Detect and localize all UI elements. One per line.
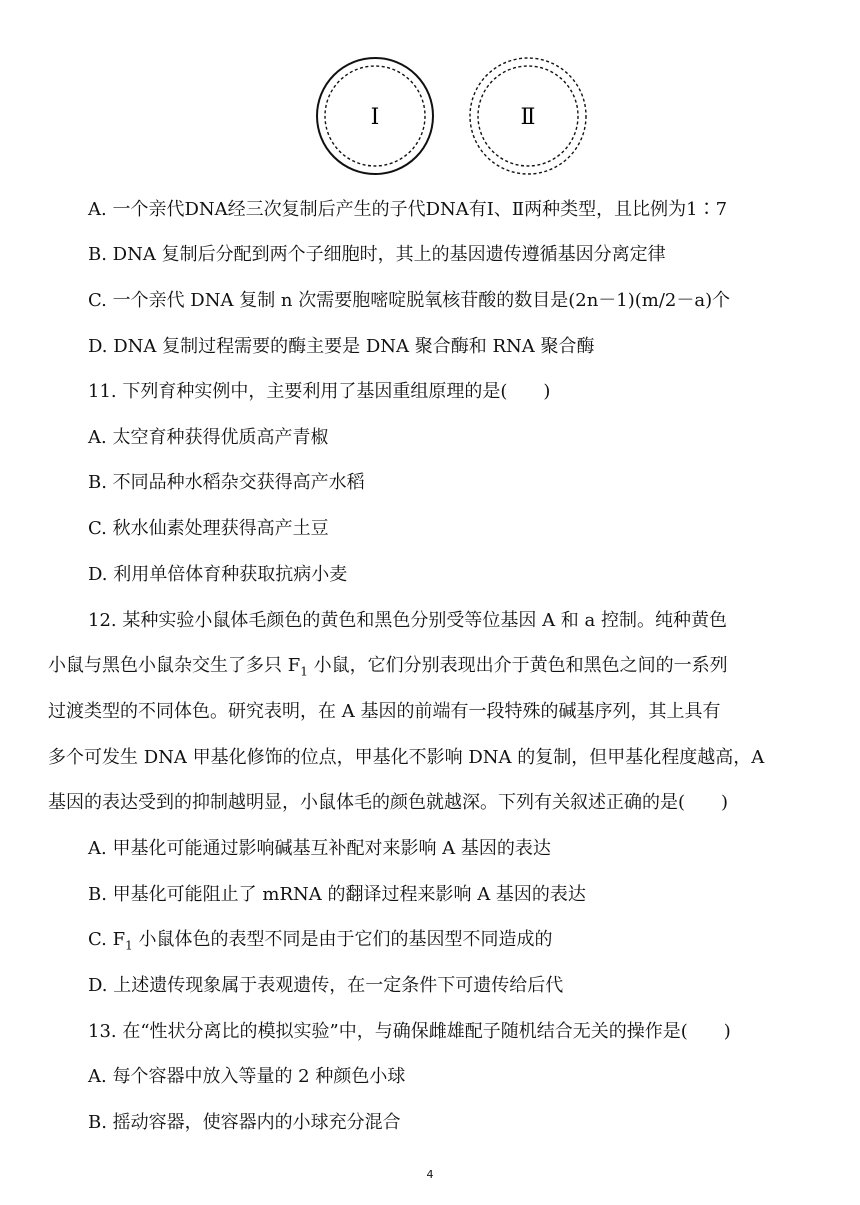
q12-stem-line-2: 小鼠与黑色小鼠杂交生了多只 $F_1$ 小鼠，它们分别表现出介于黄色和黑色之间的一系列 bbox=[48, 655, 728, 679]
q10-option-d: D. DNA 复制过程需要的酶主要是 DNA 聚合酶和 RNA 聚合酶 bbox=[88, 336, 595, 357]
q12-option-a: A. 甲基化可能通过影响碱基互补配对来影响 A 基因的表达 bbox=[88, 838, 551, 859]
q12-stem-line-5: 基因的表达受到的抑制越明显，小鼠体毛的颜色就越深。下列有关叙述正确的是( ) bbox=[48, 792, 729, 813]
q12-option-d: D. 上述遗传现象属于表观遗传，在一定条件下可遗传给后代 bbox=[88, 975, 564, 996]
q13-option-b: B. 摇动容器，使容器内的小球充分混合 bbox=[88, 1112, 401, 1133]
q12-stem-line-4: 多个可发生 DNA 甲基化修饰的位点，甲基化不影响 DNA 的复制，但甲基化程度越高，A bbox=[48, 747, 765, 768]
q11-option-b: B. 不同品种水稻杂交获得高产水稻 bbox=[88, 472, 365, 493]
q11-stem: 11. 下列育种实例中，主要利用了基因重组原理的是( ) bbox=[88, 381, 551, 402]
q11-option-a: A. 太空育种获得优质高产青椒 bbox=[88, 427, 329, 448]
q10-option-c: C. 一个亲代 DNA 复制 n 次需要胞嘧啶脱氧核苷酸的数目是(2n－1)(m/2－a)个 bbox=[88, 290, 731, 311]
q11-option-d: D. 利用单倍体育种获取抗病小麦 bbox=[88, 564, 348, 585]
page-number: 4 bbox=[426, 1168, 434, 1181]
q10-option-b: B. DNA 复制后分配到两个子细胞时，其上的基因遗传遵循基因分离定律 bbox=[88, 244, 666, 265]
q13-stem: 13. 在“性状分离比的模拟实验”中，与确保雌雄配子随机结合无关的操作是( ) bbox=[88, 1021, 731, 1042]
q13-option-a: A. 每个容器中放入等量的 2 种颜色小球 bbox=[88, 1066, 406, 1087]
label-ii: Ⅱ bbox=[520, 105, 536, 130]
q12-option-c: C. $F_1$ 小鼠体色的表型不同是由于它们的基因型不同造成的 bbox=[88, 929, 553, 953]
q10-option-a: A. 一个亲代DNA经三次复制后产生的子代DNA有Ⅰ、Ⅱ两种类型，且比例为1∶7 bbox=[88, 199, 728, 220]
q12-stem-line-3: 过渡类型的不同体色。研究表明，在 A 基因的前端有一段特殊的碱基序列，其上具有 bbox=[48, 701, 721, 722]
dna-circles-figure bbox=[0, 0, 860, 180]
q12-option-b: B. 甲基化可能阻止了 mRNA 的翻译过程来影响 A 基因的表达 bbox=[88, 884, 586, 905]
label-i: Ⅰ bbox=[370, 105, 380, 130]
q12-stem-line-1: 12. 某种实验小鼠体毛颜色的黄色和黑色分别受等位基因 A 和 a 控制。纯种黄色 bbox=[88, 610, 727, 631]
q11-option-c: C. 秋水仙素处理获得高产土豆 bbox=[88, 518, 329, 539]
